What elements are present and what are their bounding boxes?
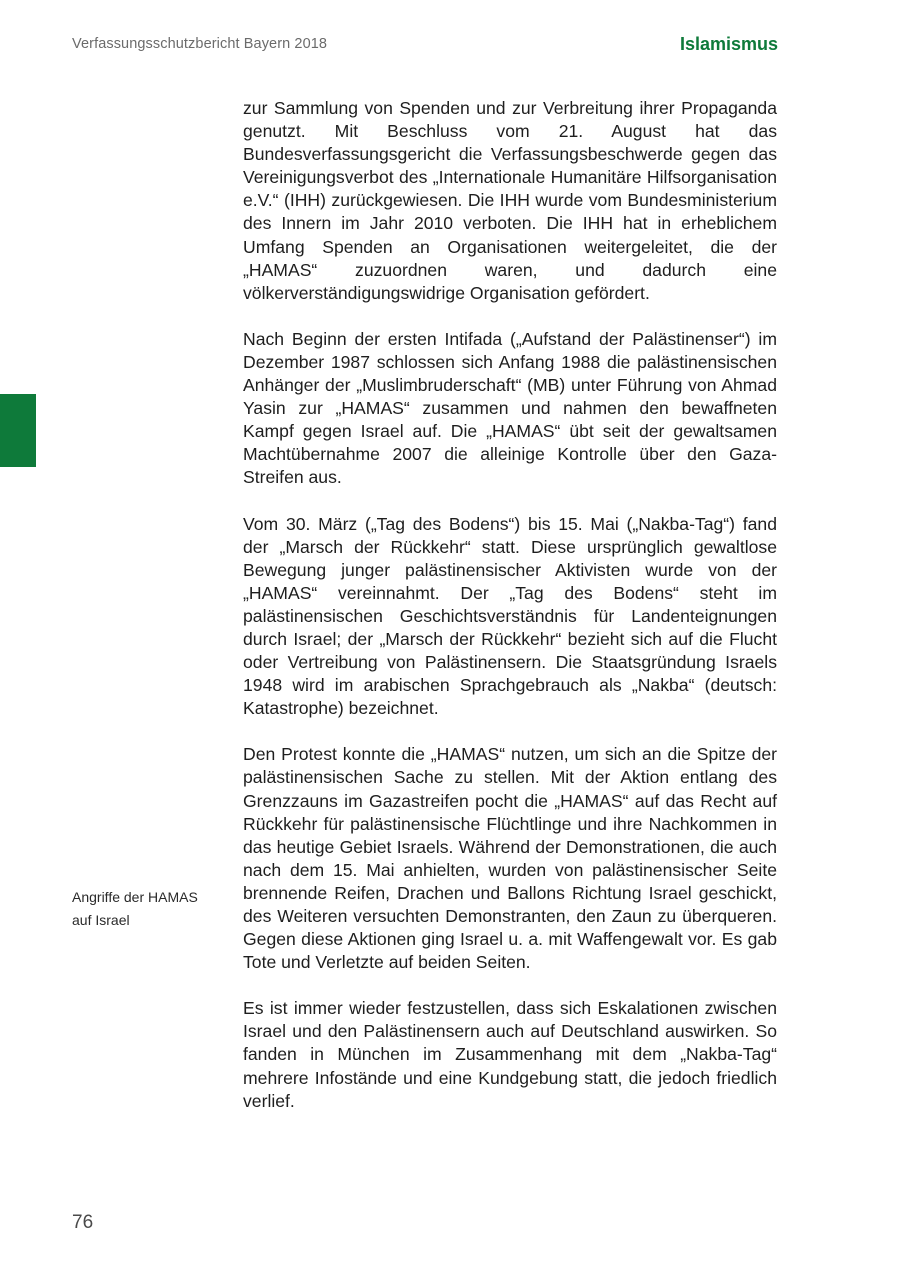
page-number: 76 <box>72 1212 94 1233</box>
body-text <box>243 97 777 1136</box>
paragraph: Den Protest konnte die „HAMAS“ nutzen, um sich an die Spitze der palästinensischen Sache zu stellen. Mit der Aktion entlang des Grenzzauns im Gazastreifen pocht die „HAMAS“ auf das Recht auf Rückkehr für palästinensische Flüchtlinge und ihre Nachkommen in das heutige Gebiet Israels. Während der Demonstrationen, die auch nach dem 15. Mai anhielten, wurden von palästinensischer Seite brennende Reifen, Drachen und Ballons Richtung Israel geschickt, des Weiteren versuchten Demonstranten, den Zaun zu überqueren. Gegen diese Aktionen ging Israel u. a. mit Waffengewalt vor. Es gab Tote und Verletzte auf beiden Seiten. <box>243 744 777 973</box>
paragraph: zur Sammlung von Spenden und zur Verbreitung ihrer Propaganda genutzt. Mit Beschluss vom 21. August hat das Bundesverfassungsgericht die Verfassungsbeschwerde gegen das Vereinigungsverbot des „Internationale Humanitäre Hilfsorganisation e.V.“ (IHH) zurückgewiesen. Die IHH wurde vom Bundesministerium des Innern im Jahr 2010 verboten. Die IHH hat in erheblichem Umfang Spenden an Organisationen weitergeleitet, die der „HAMAS“ zuzuordnen waren, und dadurch eine völkerverständigungswidrige Organisation gefördert. <box>243 98 777 303</box>
paragraph: Nach Beginn der ersten Intifada („Aufstand der Palästinenser“) im Dezember 1987 schlossen sich Anfang 1988 die palästinensischen Anhänger der „Muslimbruderschaft“ (MB) unter Führung von Ahmad Yasin zur „HAMAS“ zusammen und nahmen den bewaffneten Kampf gegen Israel auf. Die „HAMAS“ übt seit der gewaltsamen Machtübernahme 2007 die alleinige Kontrolle über den Gaza-Streifen aus. <box>243 328 777 488</box>
section-title: Islamismus <box>679 34 778 54</box>
chapter-tab-marker <box>0 394 36 467</box>
paragraph: Vom 30. März („Tag des Bodens“) bis 15. Mai („Nakba-Tag“) fand der „Marsch der Rückkehr“ statt. Diese ursprünglich gewaltlose Bewegung junger palästinensischer Aktivisten wurde von der „HAMAS“ vereinnahmt. Der „Tag des Bodens“ steht im palästinensischen Geschichtsverständnis für Landenteignungen durch Israel; der „Marsch der Rückkehr“ bezieht sich auf die Flucht oder Vertreibung von Palästinensern. Die Staatsgründung Israels 1948 wird im arabischen Sprachgebrauch als „Nakba“ (deutsch: Katastrophe) bezeichnet. <box>243 513 777 719</box>
paragraph: Es ist immer wieder festzustellen, dass sich Eskalationen zwischen Israel und den Palästinensern auch auf Deutschland auswirken. So fanden in München im Zusammenhang mit dem „Nakba-Tag“ mehrere Infostände und eine Kundgebung statt, die jedoch friedlich verlief. <box>243 998 777 1111</box>
margin-note <box>72 886 222 932</box>
margin-note-line: Angriffe der HAMAS <box>72 889 198 905</box>
margin-note-line: auf Israel <box>72 912 130 928</box>
running-header: Verfassungsschutzbericht Bayern 2018 <box>72 36 328 52</box>
